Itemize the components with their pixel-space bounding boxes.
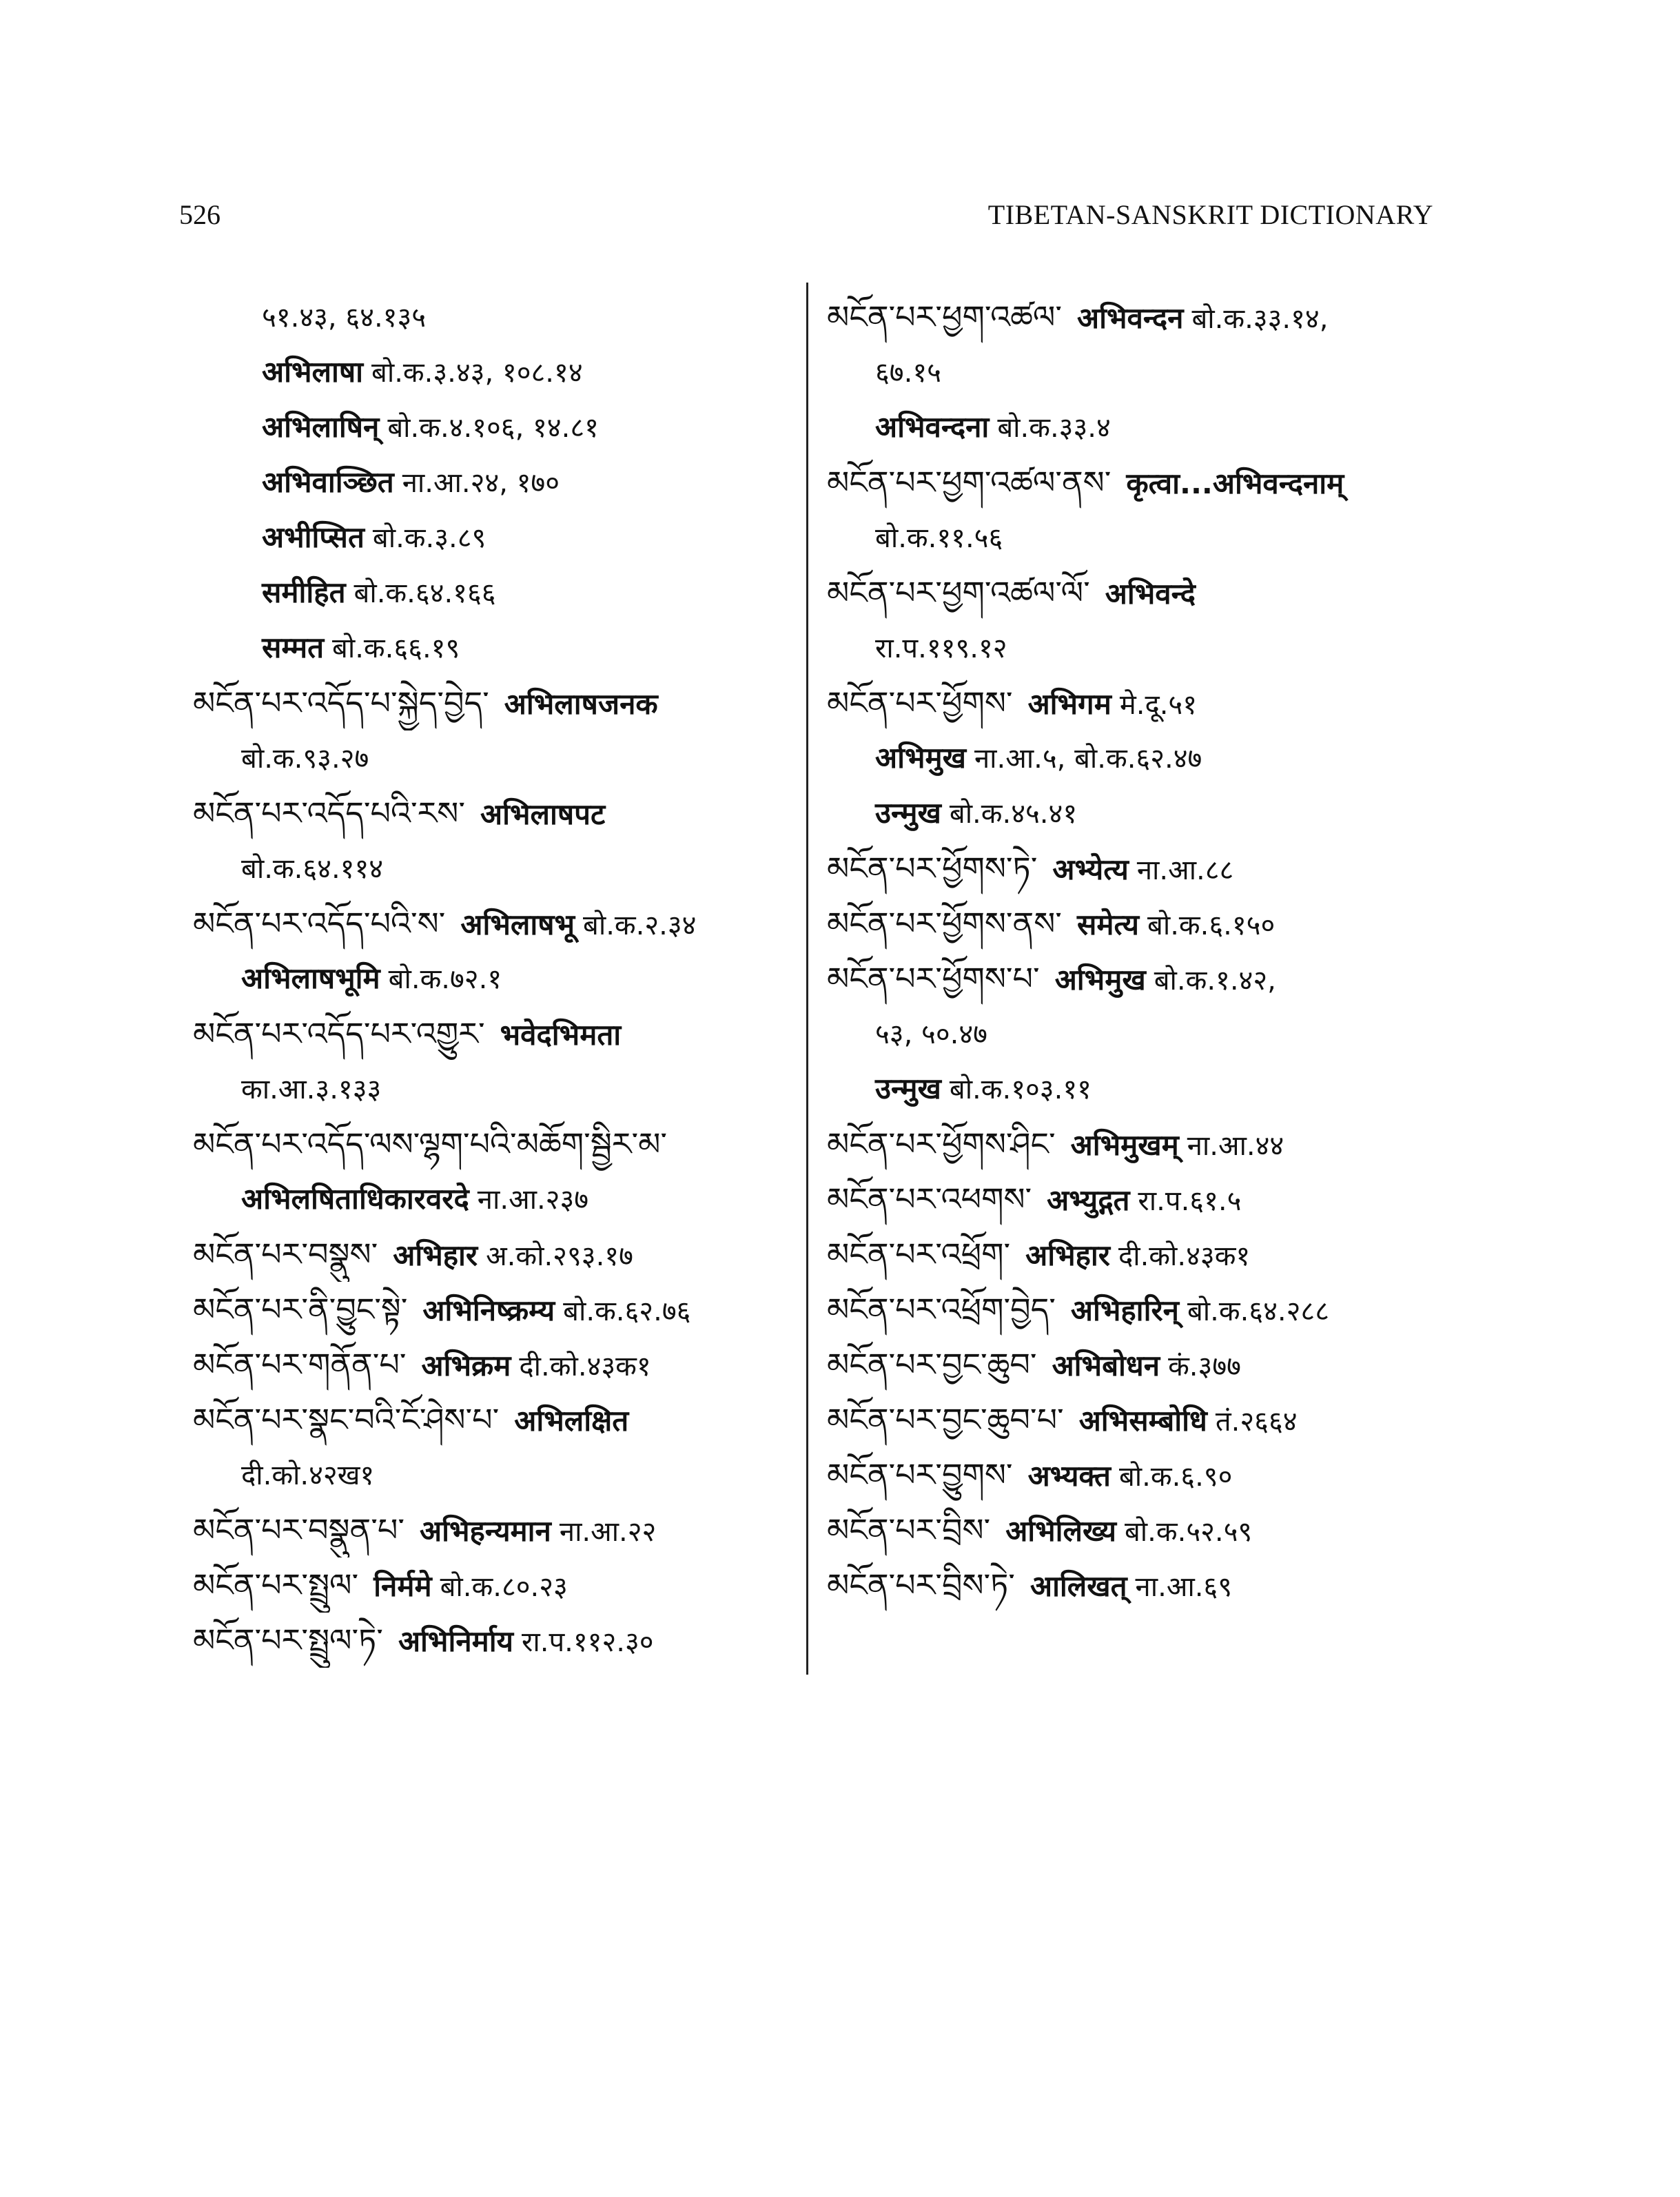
sanskrit-equivalent: कृत्वा...अभिवन्दनाम् (1126, 467, 1344, 500)
dictionary-line (827, 1061, 1447, 1116)
tibetan-headword: མངོན་པར་ཕྱོགས་པ་ (827, 960, 1040, 997)
left-column (193, 289, 799, 1668)
source-reference: का.आ.३.१३३ (241, 1074, 382, 1105)
source-reference: कं.३७७ (1168, 1351, 1241, 1382)
source-reference: बो.क.१०३.११ (949, 1074, 1092, 1105)
sanskrit-equivalent: अभिलाषभूमि (241, 961, 380, 995)
dictionary-line (827, 1172, 1447, 1227)
page-number: 526 (179, 199, 221, 230)
dictionary-line (193, 400, 799, 455)
sanskrit-equivalent: अभिनिष्क्रम्य (422, 1294, 555, 1327)
dictionary-line (193, 345, 799, 400)
source-reference: बो.क.४.१०६, १४.८१ (387, 412, 599, 444)
source-reference: बो.क.१.४२, (1154, 965, 1276, 997)
source-reference: बो.क.३.८९ (372, 522, 486, 554)
dictionary-line (827, 1337, 1447, 1392)
source-reference: रा.प.६१.५ (1138, 1185, 1242, 1217)
source-reference: बो.क.२.३४ (583, 910, 697, 941)
dictionary-line (827, 1557, 1447, 1613)
sanskrit-equivalent: अभिगम (1027, 687, 1112, 721)
source-reference: बो.क.८०.२३ (440, 1571, 568, 1603)
dictionary-line (827, 951, 1447, 1006)
source-reference: रा.प.११९.१२ (875, 633, 1007, 664)
source-reference: बो.क.६६.१९ (332, 633, 460, 664)
source-reference: दी.को.४२ख१ (241, 1460, 375, 1491)
dictionary-line (193, 730, 799, 786)
tibetan-headword: མངོན་པར་འཕྲོག་ (827, 1236, 1011, 1273)
source-reference: ना.आ.५, बो.क.६२.४७ (974, 743, 1202, 775)
sanskrit-equivalent: अभिहार (393, 1238, 478, 1272)
source-reference: ना.आ.२४, १७० (402, 467, 560, 499)
source-reference: बो.क.४५.४१ (949, 798, 1078, 830)
dictionary-line (193, 1502, 799, 1557)
dictionary-line (827, 510, 1447, 565)
dictionary-line (827, 620, 1447, 675)
dictionary-line (193, 1282, 799, 1337)
dictionary-line (193, 1116, 799, 1172)
dictionary-line (193, 1447, 799, 1502)
dictionary-line (827, 896, 1447, 951)
dictionary-line (193, 1227, 799, 1282)
right-column (827, 289, 1447, 1613)
source-reference: ना.आ.८८ (1136, 855, 1234, 886)
tibetan-headword: མངོན་པར་ཕྱག་འཚལ་ལོ་ (827, 574, 1090, 611)
dictionary-line (193, 289, 799, 345)
source-reference: बो.क.३३.४ (997, 412, 1111, 444)
dictionary-line (193, 510, 799, 565)
source-reference: बो.क.३३.१४, (1191, 303, 1329, 335)
column-divider (806, 283, 808, 1675)
sanskrit-equivalent: अभिवन्दन (1077, 301, 1184, 335)
source-reference: बो.क.७२.१ (388, 963, 502, 995)
dictionary-line (193, 841, 799, 896)
source-reference: बो.क.५२.५९ (1124, 1516, 1253, 1548)
sanskrit-equivalent: अभिलक्षित (514, 1404, 629, 1438)
sanskrit-equivalent: अभिमुख (1054, 963, 1146, 997)
source-reference: बो.क.६.९० (1118, 1461, 1233, 1493)
dictionary-line (827, 1447, 1447, 1502)
source-reference: ना.आ.४४ (1187, 1130, 1284, 1162)
sanskrit-equivalent: उन्मुख (875, 796, 941, 830)
dictionary-line (193, 1613, 799, 1668)
sanskrit-equivalent: सम्मत (262, 631, 325, 664)
tibetan-headword: མངོན་པར་བྲིས་ཏེ་ (827, 1566, 1015, 1604)
source-reference: बो.क.६४.११४ (241, 853, 384, 885)
source-reference: ५३, ५०.४७ (875, 1019, 987, 1050)
source-reference: बो.क.३.४३, १०८.१४ (371, 357, 583, 389)
tibetan-headword: མངོན་པར་གནོན་པ་ (193, 1346, 407, 1383)
source-reference: बो.क.६२.७६ (563, 1296, 691, 1327)
source-reference: दी.को.४३क१ (1118, 1240, 1251, 1272)
sanskrit-equivalent: अभिलाषा (262, 355, 364, 389)
sanskrit-equivalent: अभिमुखम् (1070, 1128, 1179, 1162)
source-reference: बो.क.६.१५० (1147, 910, 1276, 941)
source-reference: अ.को.२९३.१७ (486, 1240, 633, 1272)
tibetan-headword: མངོན་པར་བསྣུས་ (193, 1236, 378, 1273)
dictionary-line (193, 455, 799, 510)
tibetan-headword: མངོན་པར་སྤྲུལ་ཏེ་ (193, 1622, 383, 1659)
source-reference: दी.को.४३क१ (519, 1351, 651, 1382)
sanskrit-equivalent: अभ्युद्गत (1047, 1183, 1130, 1217)
tibetan-headword: མངོན་པར་འཕྲོག་བྱེད་ (827, 1291, 1056, 1328)
tibetan-headword: མངོན་པར་ནི་བྱུང་སྟེ་ (193, 1291, 408, 1328)
dictionary-line (827, 1006, 1447, 1061)
sanskrit-equivalent: निर्ममे (373, 1569, 432, 1603)
source-reference: बो.क.६४.२८८ (1187, 1296, 1330, 1327)
tibetan-headword: མངོན་པར་བསྣུན་པ་ (193, 1511, 405, 1549)
tibetan-headword: མངོན་པར་འདོད་པ་སྐྱེད་བྱེད་ (193, 684, 489, 722)
sanskrit-equivalent: अभिलिख्य (1005, 1514, 1116, 1548)
dictionary-line (827, 345, 1447, 400)
tibetan-headword: མངོན་པར་བྲིས་ (827, 1511, 991, 1549)
sanskrit-equivalent: अभिलाषपट (480, 797, 606, 831)
sanskrit-equivalent: अभिलाषजनक (504, 687, 658, 721)
tibetan-headword: མངོན་པར་འདོད་པར་འགྱུར་ (193, 1015, 485, 1052)
source-reference: बो.क.११.५६ (875, 522, 1003, 554)
dictionary-line (193, 951, 799, 1006)
dictionary-line (827, 565, 1447, 620)
dictionary-line (827, 400, 1447, 455)
dictionary-line (827, 289, 1447, 345)
tibetan-headword: མངོན་པར་བྱུགས་ (827, 1456, 1013, 1493)
dictionary-line (827, 841, 1447, 896)
tibetan-headword: མངོན་པར་སྤྲུལ་ (193, 1566, 359, 1604)
tibetan-headword: མངོན་པར་བྱང་ཆུབ་པ་ (827, 1401, 1064, 1438)
dictionary-line (827, 1116, 1447, 1172)
sanskrit-equivalent: अभिलाषभू (460, 908, 575, 941)
source-reference: बो.क.९३.२७ (241, 743, 369, 775)
sanskrit-equivalent: समीहित (262, 575, 346, 609)
sanskrit-equivalent: अभिसम्बोधि (1078, 1404, 1207, 1438)
source-reference: ना.आ.२२ (559, 1516, 657, 1548)
sanskrit-equivalent: भवेदभिमता (500, 1018, 622, 1052)
tibetan-headword: མངོན་པར་བྱང་ཆུབ་ (827, 1346, 1037, 1383)
dictionary-line (193, 675, 799, 730)
sanskrit-equivalent: अभिनिर्माय (398, 1624, 514, 1658)
dictionary-line (193, 1172, 799, 1227)
sanskrit-equivalent: अभिबोधन (1052, 1349, 1160, 1382)
sanskrit-equivalent: आलिखत् (1029, 1569, 1127, 1603)
source-reference: रा.प.११२.३० (522, 1626, 654, 1658)
dictionary-line (827, 675, 1447, 730)
dictionary-line (827, 730, 1447, 786)
tibetan-headword: མངོན་པར་སྣང་བའི་ངོ་ཤེས་པ་ (193, 1401, 500, 1438)
tibetan-headword: མངོན་པར་ཕྱོགས་ནས་ (827, 905, 1062, 942)
dictionary-line (193, 896, 799, 951)
sanskrit-equivalent: अभिहारिन् (1070, 1294, 1179, 1327)
sanskrit-equivalent: अभिवन्दना (875, 410, 990, 444)
sanskrit-equivalent: अभिमुख (875, 741, 966, 775)
sanskrit-equivalent: अभिलषिताधिकारवरदे (241, 1182, 469, 1216)
dictionary-line (193, 786, 799, 841)
sanskrit-equivalent: अभीप्सित (262, 520, 365, 554)
tibetan-headword: མངོན་པར་ཕྱོགས་ཤིང་ (827, 1125, 1056, 1163)
dictionary-line (827, 1282, 1447, 1337)
dictionary-line (193, 1006, 799, 1061)
sanskrit-equivalent: अभिहन्यमान (420, 1514, 551, 1548)
sanskrit-equivalent: अभिक्रम (421, 1349, 511, 1382)
source-reference: ना.आ.६९ (1135, 1571, 1233, 1603)
sanskrit-equivalent: अभिवन्दे (1105, 577, 1196, 611)
dictionary-line (827, 1392, 1447, 1447)
tibetan-headword: མངོན་པར་འདོད་པའི་ས་ (193, 905, 446, 942)
sanskrit-equivalent: अभ्येत्य (1052, 852, 1129, 886)
dictionary-line (827, 1502, 1447, 1557)
tibetan-headword: མངོན་པར་ཕྱོགས་ (827, 684, 1013, 722)
source-reference: ५१.४३, ६४.१३५ (262, 302, 427, 334)
dictionary-line (193, 1337, 799, 1392)
dictionary-line (827, 786, 1447, 841)
running-head: TIBETAN-SANSKRIT DICTIONARY (987, 199, 1433, 230)
tibetan-headword: མངོན་པར་འདོད་པའི་རས་ (193, 795, 466, 832)
sanskrit-equivalent: समेत्य (1076, 908, 1140, 941)
tibetan-headword: མངོན་པར་འདོད་ལས་ལྷག་པའི་མཆོག་སྦྱིར་མ་ (193, 1125, 668, 1163)
dictionary-line (193, 565, 799, 620)
source-reference: बो.क.६४.१६६ (354, 578, 496, 609)
source-reference: ना.आ.२३७ (477, 1184, 589, 1216)
sanskrit-equivalent: अभिवाञ्छित (262, 465, 394, 499)
source-reference: तं.२६६४ (1215, 1406, 1298, 1438)
tibetan-headword: མངོན་པར་འཕགས་ (827, 1181, 1032, 1218)
sanskrit-equivalent: अभ्यक्त (1027, 1459, 1111, 1493)
dictionary-line (193, 1392, 799, 1447)
sanskrit-equivalent: उन्मुख (875, 1072, 941, 1105)
tibetan-headword: མངོན་པར་ཕྱག་འཚལ་ནས་ (827, 464, 1112, 501)
tibetan-headword: མངོན་པར་ཕྱག་འཚལ་ (827, 298, 1062, 336)
dictionary-line (827, 1227, 1447, 1282)
tibetan-headword: མངོན་པར་ཕྱོགས་ཏེ་ (827, 850, 1038, 887)
dictionary-line (193, 620, 799, 675)
dictionary-line (827, 455, 1447, 510)
dictionary-line (193, 1061, 799, 1116)
sanskrit-equivalent: अभिहार (1025, 1238, 1110, 1272)
source-reference: मे.दू.५१ (1119, 689, 1198, 721)
dictionary-line (193, 1557, 799, 1613)
sanskrit-equivalent: अभिलाषिन् (262, 410, 380, 444)
source-reference: ६७.१५ (875, 357, 941, 389)
